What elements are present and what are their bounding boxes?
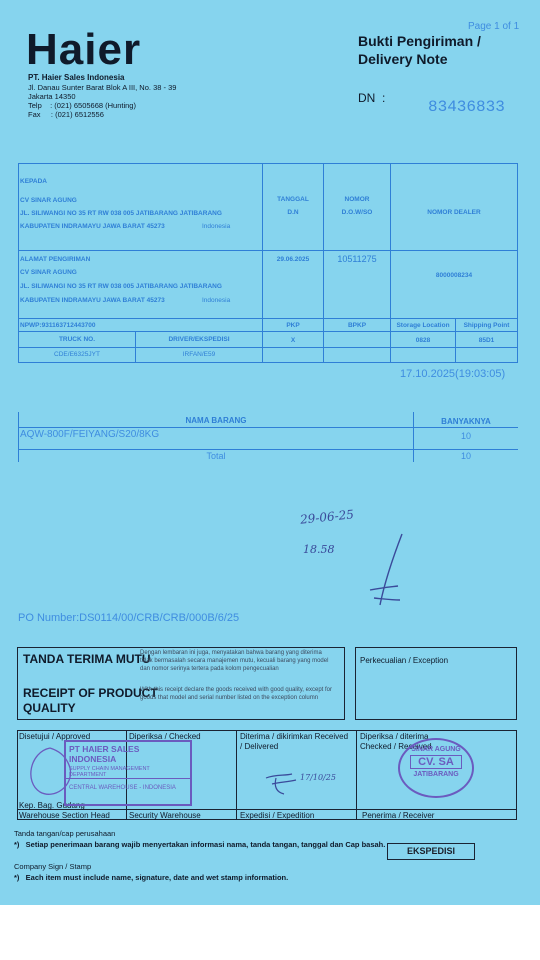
company-address-2: Jakarta 14350 xyxy=(28,92,76,101)
items-total-rule xyxy=(18,449,518,450)
haier-logo: Haier xyxy=(26,25,142,74)
nomor-sub: D.O.W/SO xyxy=(341,209,373,216)
items-header-rule xyxy=(18,427,518,428)
page-indicator: Page 1 of 1 xyxy=(468,21,520,32)
approved-signature xyxy=(20,742,80,802)
pkp-label: PKP xyxy=(286,322,300,329)
expedisi-label: Expedisi / Expedition xyxy=(240,811,315,820)
consignee-name: CV SINAR AGUNG xyxy=(20,197,77,204)
truck-label: TRUCK NO. xyxy=(58,336,96,343)
receiver-label: Penerima / Receiver xyxy=(362,811,435,820)
dn-number: 83436833 xyxy=(428,98,505,116)
received-signature xyxy=(262,770,302,798)
warehouse-head-label: Warehouse Section Head xyxy=(19,811,110,820)
footer-note-en: *) Each item must include name, signature, date and wet stamp information. xyxy=(14,873,289,882)
storage-location-value: 0828 xyxy=(415,337,431,344)
received-date-handwritten: 17/10/25 xyxy=(300,773,336,782)
items-total-label: Total xyxy=(206,451,226,461)
storage-location-label: Storage Location xyxy=(396,322,450,329)
exception-label: Perkecualian / Exception xyxy=(360,656,449,665)
document-title-en: Delivery Note xyxy=(358,51,448,67)
handwritten-date: 29-06-25 xyxy=(299,507,355,527)
company-telp: Telp : (021) 6505668 (Hunting) xyxy=(28,101,136,110)
signature-col-rule-2 xyxy=(236,730,237,820)
handwritten-signature xyxy=(362,530,412,610)
security-label: Security Warehouse xyxy=(129,811,201,820)
item-qty: 10 xyxy=(460,431,471,441)
table-row-rule-4 xyxy=(18,347,518,348)
warehouse-stamp-line-2: SUPPLY CHAIN MANAGEMENT DEPARTMENT xyxy=(66,766,190,779)
so-number: 10511275 xyxy=(337,254,377,264)
bpkp-label: BPKP xyxy=(347,322,367,329)
company-sign-label: Company Sign / Stamp xyxy=(14,862,92,871)
document-title-id: Bukti Pengiriman / xyxy=(358,33,481,49)
dealer-stamp-name: SINAR AGUNG xyxy=(411,746,461,753)
table-row-rule-1 xyxy=(18,250,518,251)
consignee-address-2: KABUPATEN INDRAMAYU JAWA BARAT 45273 xyxy=(20,223,165,230)
receipt-text-id: Dengan lembaran ini juga, menyatakan bahwa barang yang diterima tidak bermasalah secara manajemen mutu, kecuali barang yang model dan nomor serinya tertera pada kolom pengecualian xyxy=(140,650,329,672)
warehouse-stamp-line-3: CENTRAL WAREHOUSE - INDONESIA xyxy=(69,785,176,791)
company-stamp-label-id: Tanda tangan/cap perusahaan xyxy=(14,829,116,838)
items-total-qty: 10 xyxy=(460,451,471,461)
shipping-point-label: Shipping Point xyxy=(463,322,510,329)
warehouse-stamp-line-1: PT HAIER SALES INDONESIA xyxy=(69,744,140,764)
tanggal-sub: D.N xyxy=(287,209,299,216)
consignee-country: Indonesia xyxy=(202,223,231,230)
consignee-address-1: JL. SILIWANGI NO 35 RT RW 038 005 JATIBARANG JATIBARANG xyxy=(20,210,222,217)
shipping-address-1: JL. SILIWANGI NO 35 RT RW 038 005 JATIBARANG JATIBARANG xyxy=(20,283,222,290)
shipping-name: CV SINAR AGUNG xyxy=(20,269,77,276)
po-number: PO Number:DS0114/00/CRB/CRB/000B/6/25 xyxy=(18,612,240,624)
receipt-title-en-1: RECEIPT OF PRODUCT xyxy=(23,686,158,700)
pkp-mark: X xyxy=(290,337,296,344)
driver-value: IRFAN/E59 xyxy=(182,351,216,358)
truck-value: CDE/E6325JYT xyxy=(54,351,100,358)
shipping-address-2: KABUPATEN INDRAMAYU JAWA BARAT 45273 xyxy=(20,297,165,304)
checked-received-label: Diperiksa / diterima Checked / Received xyxy=(360,732,432,751)
driver-label: DRIVER/EKSPEDISI xyxy=(168,336,230,343)
checked-label: Diperiksa / Checked xyxy=(129,732,201,741)
footer-note-id: *) Setiap penerimaan barang wajib menyertakan informasi nama, tanda tangan, tanggal dan Cap basah. xyxy=(14,840,386,849)
shipping-label: ALAMAT PENGIRIMAN xyxy=(20,256,91,263)
receipt-title-id: TANDA TERIMA MUTU xyxy=(23,652,151,666)
tanggal-label: TANGGAL xyxy=(277,196,309,203)
receipt-text-en: With this receipt declare the goods received with good quality, except for goods that model and serial number listed on the exception column xyxy=(140,687,332,701)
company-name: PT. Haier Sales Indonesia xyxy=(28,73,125,82)
company-fax: Fax : (021) 6512556 xyxy=(28,110,104,119)
items-col-qty: BANYAKNYA xyxy=(441,417,491,426)
warehouse-head-id: Kep. Bag. Gudang xyxy=(19,801,85,810)
print-timestamp: 17.10.2025(19:03:05) xyxy=(400,368,506,380)
dealer-label: NOMOR DEALER xyxy=(427,209,481,216)
npwp-label: NPWP:931163712443700 xyxy=(20,322,96,329)
receipt-title-en-2: QUALITY xyxy=(23,701,76,715)
table-top-rule xyxy=(18,163,518,164)
shipping-date: 29.06.2025 xyxy=(276,256,310,263)
table-right-rule xyxy=(517,163,518,363)
items-col-name: NAMA BARANG xyxy=(185,416,247,425)
signature-col-rule-3 xyxy=(356,730,357,820)
nomor-label: NOMOR xyxy=(344,196,370,203)
signature-foot-rule xyxy=(17,809,517,810)
company-address-1: Jl. Danau Sunter Barat Blok A III, No. 38 - 39 xyxy=(28,83,177,92)
shipping-country: Indonesia xyxy=(202,297,231,304)
table-col-rule-3 xyxy=(390,163,391,363)
handwritten-time: 18.58 xyxy=(303,543,335,556)
warehouse-stamp xyxy=(64,740,192,806)
dealer-number: 8000008234 xyxy=(435,272,473,279)
table-row-rule-2 xyxy=(18,318,518,319)
kepada-label: KEPADA xyxy=(20,178,47,185)
item-name: AQW-800F/FEIYANG/S20/8KG xyxy=(20,429,160,440)
shipping-point-value: 85D1 xyxy=(478,337,495,344)
received-label: Diterima / dikirimkan Received / Delivered xyxy=(240,732,349,751)
table-row-rule-3 xyxy=(18,331,518,332)
approved-label: Disetujui / Approved xyxy=(19,732,91,741)
dealer-stamp-place: JATIBARANG xyxy=(413,771,459,778)
dealer-stamp xyxy=(398,738,474,798)
dealer-stamp-cv: CV. SA xyxy=(410,755,462,769)
table-bottom-rule xyxy=(18,362,518,363)
dn-label: DN : xyxy=(358,91,386,105)
ekspedisi-label: EKSPEDISI xyxy=(387,843,475,860)
table-left-rule xyxy=(18,163,19,363)
